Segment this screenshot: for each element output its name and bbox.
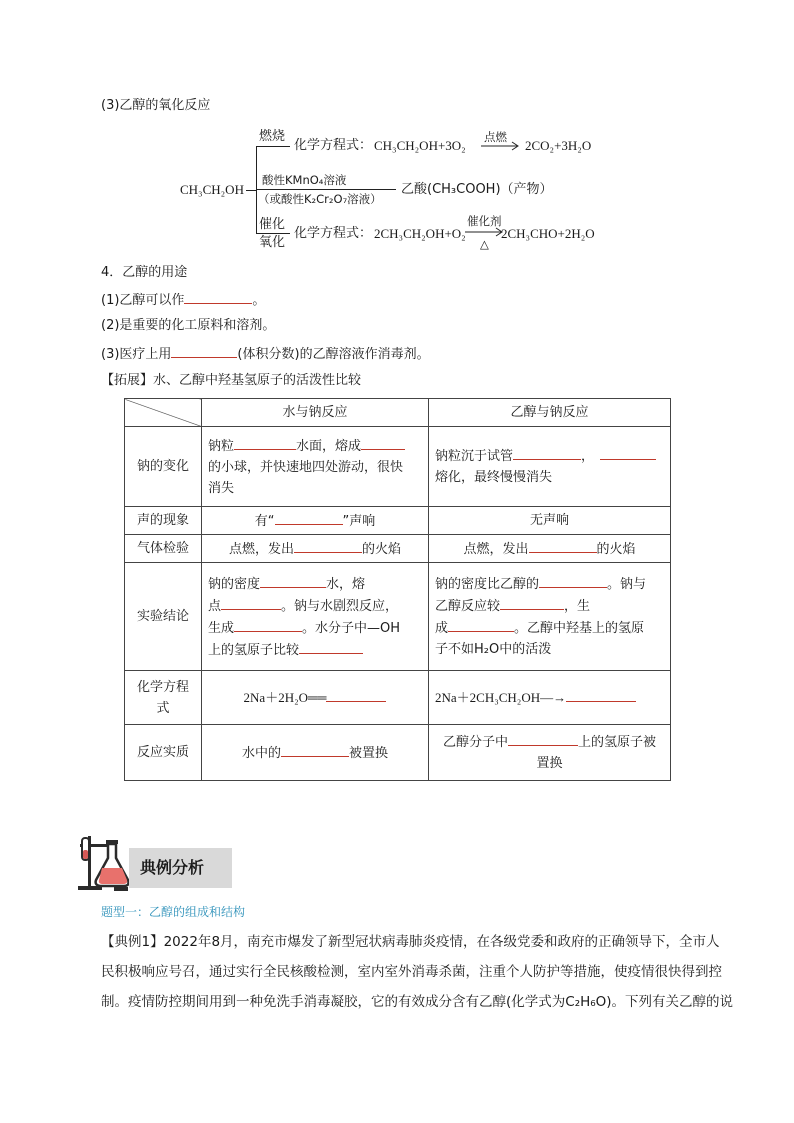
branch1-arrow (481, 141, 521, 151)
item3-prefix: (3)医疗上用 (101, 347, 172, 362)
cell-water-sodium-change (202, 427, 429, 507)
reactant-formula: CH₃CH₂OH (180, 182, 244, 197)
row-header: 声的现象 (125, 507, 202, 535)
blank-answer[interactable] (500, 595, 564, 610)
branch3-eq-label: 化学方程式： (294, 226, 373, 241)
branch3-arrow-catalyst: 催化剂 (467, 214, 502, 228)
branch3-condition-bottom: 氧化 (259, 235, 286, 250)
branch3-condition-top: 催化 (259, 217, 286, 232)
item3-suffix: (体积分数)的乙醇溶液作消毒剂。 (237, 347, 430, 362)
example-line-1: 【典例1】2022年8月，南充市爆发了新型冠状病毒肺炎疫情，在各级党委和政府的正确领导下，全市人 (101, 934, 720, 950)
cell-text: 。钠与 (607, 577, 647, 592)
subsection-title-oxidation: (3)乙醇的氧化反应 (101, 98, 211, 113)
cell-text: 。钠与水剧烈反应， (281, 598, 399, 614)
cell-text: 式 (156, 700, 170, 716)
cell-water-conclusion (202, 563, 429, 671)
table-row (125, 563, 671, 671)
cell-water-sound (202, 507, 429, 535)
table-row (125, 507, 671, 535)
branch1-eq-left: CH₃CH₂OH+3O₂ (374, 138, 466, 153)
cell-text: 化学方程 (136, 679, 189, 695)
cell-ethanol-sound: 无声响 (429, 507, 671, 535)
example-line-2: 民积极响应号召，通过实行全民核酸检测，室内室外消毒杀菌，注重个人防护等措施，使疫情很快得到控 (101, 964, 722, 980)
row-header: 气体检验 (125, 535, 202, 563)
question-type-title: 题型一：乙醇的组成和结构 (101, 905, 246, 919)
cell-text: 有“ (254, 513, 275, 529)
cell-text: 的火焰 (596, 541, 636, 557)
branch2-condition-2: （或酸性K₂Cr₂O₇溶液） (258, 192, 382, 206)
blank-answer[interactable] (234, 435, 296, 450)
example-line-3: 制。疫情防控期间用到一种免洗手消毒凝胶，它的有效成分含有乙醇(化学式为C₂H₆O)。下列有关乙醇的说 (101, 994, 734, 1010)
cell-text: 生成 (208, 620, 235, 636)
extension-title: 【拓展】水、乙醇中羟基氢原子的活泼性比较 (101, 373, 362, 388)
table-row (125, 535, 671, 563)
branch1-eq-label: 化学方程式： (294, 138, 373, 153)
blank-answer[interactable] (294, 538, 362, 553)
blank-answer[interactable] (275, 510, 343, 525)
row-header: 反应实质 (125, 725, 202, 781)
blank-answer[interactable] (171, 343, 237, 358)
section4-item1 (101, 289, 265, 311)
blank-answer[interactable] (221, 595, 281, 610)
comparison-table (124, 398, 671, 781)
branch3-eq-right: 2CH₃CHO+2H₂O (501, 226, 595, 241)
blank-answer[interactable] (326, 687, 386, 702)
blank-answer[interactable] (539, 573, 607, 588)
cell-text: 水中的 (241, 745, 281, 761)
cell-text: 2Na＋2CH₃CH₂OH―→ (435, 690, 567, 705)
cell-text: 置换 (536, 756, 563, 771)
cell-text: 。水分子中—OH (302, 620, 401, 636)
cell-water-equation (202, 671, 429, 725)
section4-item2: (2)是重要的化工原料和溶剂。 (101, 318, 276, 333)
cell-ethanol-gas (429, 535, 671, 563)
cell-text: 点燃，发出 (228, 541, 294, 557)
cell-text: 被置换 (349, 745, 389, 761)
row-header: 钠的变化 (125, 427, 202, 507)
cell-water-essence (202, 725, 429, 781)
cell-text: 乙醇分子中 (442, 735, 508, 750)
blank-answer[interactable] (513, 445, 581, 460)
branch2-product: 乙酸(CH₃COOH)（产物） (401, 182, 553, 197)
branch3-eq-left: 2CH₃CH₂OH+O₂ (374, 226, 466, 241)
blank-answer[interactable] (529, 538, 597, 553)
section4-item3 (101, 343, 430, 365)
blank-answer[interactable] (184, 289, 252, 304)
diagonal-header-cell (125, 399, 202, 427)
cell-text: 成 (435, 621, 449, 636)
branch1-eq-right: 2CO₂+3H₂O (525, 138, 592, 153)
col-header-ethanol: 乙醇与钠反应 (429, 399, 671, 427)
blank-answer[interactable] (299, 639, 363, 654)
cell-text: 2Na＋2H₂O══ (243, 690, 327, 705)
table-header-row (125, 399, 671, 427)
cell-text: 上的氢原子比较 (208, 642, 300, 658)
blank-answer[interactable] (448, 617, 514, 632)
cell-text: ”声响 (342, 513, 376, 529)
cell-ethanol-sodium-change (429, 427, 671, 507)
cell-text: 熔化，最终慢慢消失 (435, 470, 553, 485)
cell-ethanol-essence (429, 725, 671, 781)
branch1-arrow-condition: 点燃 (484, 130, 507, 144)
blank-answer[interactable] (361, 435, 405, 450)
cell-water-gas (202, 535, 429, 563)
cell-text: 的火焰 (362, 541, 402, 557)
branch1-condition: 燃烧 (259, 129, 286, 144)
cell-text: 钠的密度 (208, 576, 261, 592)
cell-ethanol-equation (429, 671, 671, 725)
cell-ethanol-conclusion (429, 563, 671, 671)
row-header: 实验结论 (125, 563, 202, 671)
cell-text: 钠粒 (208, 438, 235, 454)
cell-text: 的小球，并快速地四处游动，很快 (208, 459, 404, 475)
cell-text: ， (581, 449, 595, 464)
section-header-title: 典例分析 (140, 858, 205, 877)
blank-answer[interactable] (566, 687, 636, 702)
cell-text: 上的氢原子被 (578, 735, 657, 750)
cell-text: 点燃，发出 (463, 541, 529, 557)
cell-text: 。乙醇中羟基上的氢原 (514, 621, 645, 636)
cell-text: 乙醇反应较 (435, 599, 501, 614)
cell-text: ，生 (564, 599, 591, 614)
cell-text: 子不如H₂O中的活泼 (435, 642, 552, 657)
cell-text: 消失 (208, 480, 235, 496)
cell-text: 钠粒沉于试管 (435, 449, 514, 464)
branch3-arrow-heat: △ (480, 237, 489, 251)
branch2-condition-1: 酸性KMnO₄溶液 (262, 173, 347, 187)
blank-answer[interactable] (260, 573, 326, 588)
cell-text: 水面，熔成 (296, 438, 362, 454)
lab-flask-stand-icon (74, 830, 132, 892)
item1-prefix: (1)乙醇可以作 (101, 293, 185, 308)
section4-title: 4．乙醇的用途 (101, 265, 188, 280)
blank-answer[interactable] (281, 742, 349, 757)
table-row (125, 427, 671, 507)
cell-text: 水，熔 (326, 576, 366, 592)
table-row (125, 671, 671, 725)
table-row (125, 725, 671, 781)
blank-answer[interactable] (508, 731, 578, 746)
item1-suffix: 。 (252, 293, 266, 308)
cell-text: 点 (208, 598, 222, 614)
col-header-water: 水与钠反应 (202, 399, 429, 427)
blank-answer[interactable] (600, 445, 656, 460)
blank-answer[interactable] (234, 617, 302, 632)
cell-text: 钠的密度比乙醇的 (435, 577, 540, 592)
row-header (125, 671, 202, 725)
